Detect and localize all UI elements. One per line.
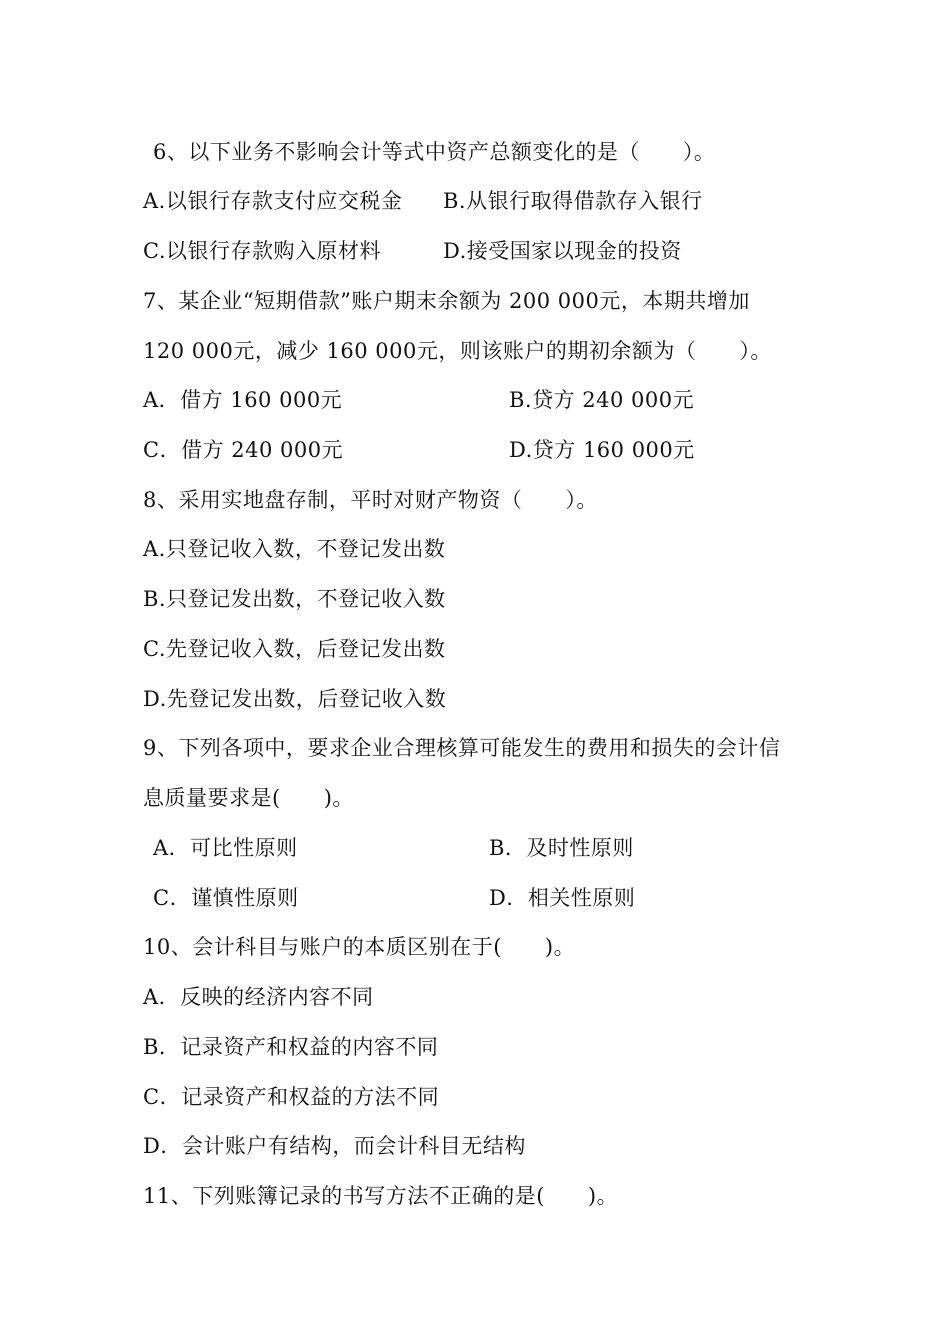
question-10-option-a: A．反映的经济内容不同 [143,985,374,1009]
question-6-option-c: C.以银行存款购入原材料 [143,239,381,263]
question-6-stem: 6、以下业务不影响会计等式中资产总额变化的是（ ）。 [153,140,716,164]
question-10-stem: 10、会计科目与账户的本质区别在于( )。 [143,935,576,959]
question-7-option-c: C．借方 240 000元 [143,438,344,462]
question-7-option-d: D.贷方 160 000元 [509,438,695,462]
question-9-stem-line-2: 息质量要求是( )。 [143,786,354,810]
question-8-stem: 8、采用实地盘存制，平时对财产物资（ ）。 [143,488,598,512]
question-8-option-a: A.只登记收入数，不登记发出数 [143,537,446,561]
question-6-option-d: D.接受国家以现金的投资 [443,239,682,263]
question-7-stem-line-1: 7、某企业“短期借款”账户期末余额为 200 000元，本期共增加 [143,289,750,313]
question-10-option-c: C．记录资产和权益的方法不同 [143,1085,440,1109]
question-9-option-c: C．谨慎性原则 [153,886,299,910]
question-7-stem-line-2: 120 000元，减少 160 000元，则该账户的期初余额为（ ）。 [143,339,772,363]
question-8-option-b: B.只登记发出数，不登记收入数 [143,587,446,611]
question-7-option-a: A．借方 160 000元 [143,388,343,412]
question-11-stem: 11、下列账簿记录的书写方法不正确的是( )。 [143,1184,619,1208]
question-10-option-b: B．记录资产和权益的内容不同 [143,1035,439,1059]
question-8-option-c: C.先登记收入数，后登记发出数 [143,637,446,661]
question-6-option-a: A.以银行存款支付应交税金 [143,189,403,213]
question-6-option-b: B.从银行取得借款存入银行 [443,189,703,213]
question-9-stem-line-1: 9、下列各项中，要求企业合理核算可能发生的费用和损失的会计信 [143,736,781,760]
question-9-option-d: D．相关性原则 [489,886,636,910]
question-9-option-b: B．及时性原则 [489,836,634,860]
question-8-option-d: D.先登记发出数，后登记收入数 [143,687,447,711]
question-7-option-b: B.贷方 240 000元 [509,388,695,412]
question-10-option-d: D．会计账户有结构，而会计科目无结构 [143,1134,526,1158]
question-9-option-a: A．可比性原则 [153,836,298,860]
